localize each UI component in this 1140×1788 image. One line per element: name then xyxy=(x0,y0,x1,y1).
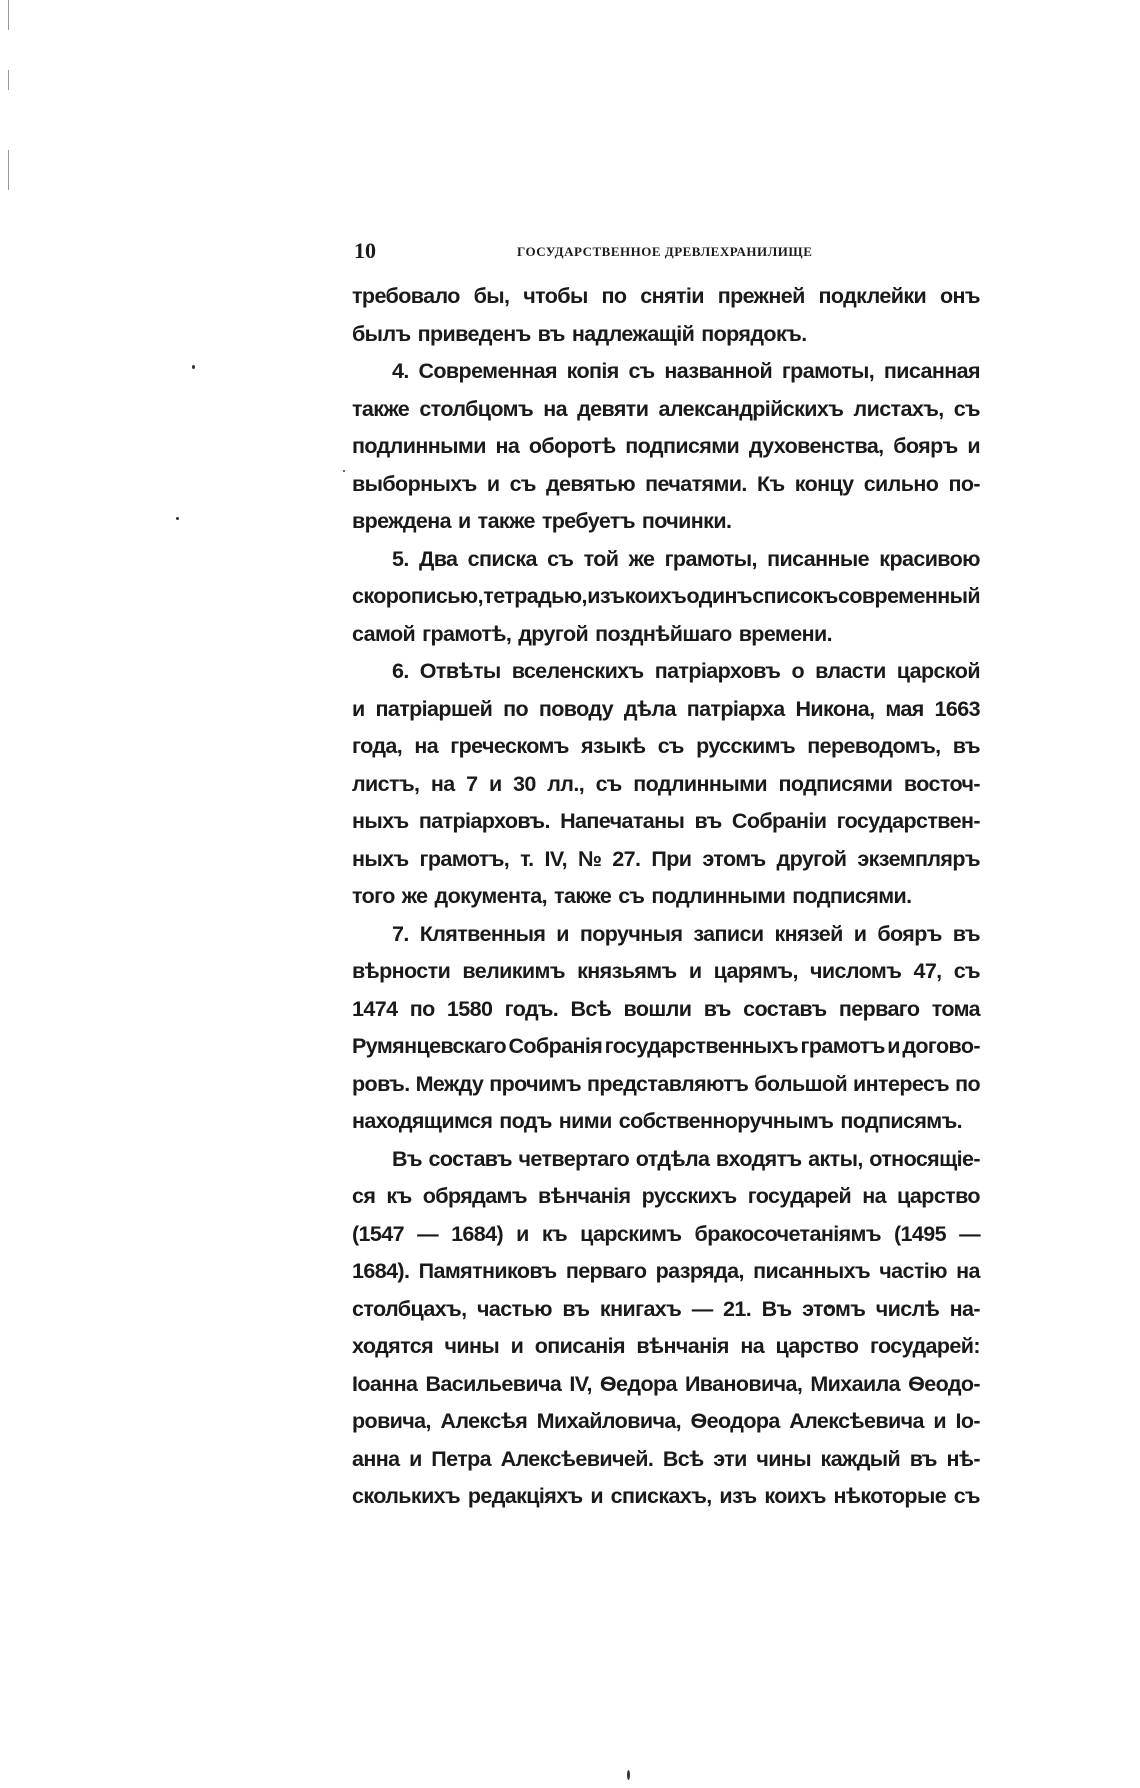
text-line: скорописью, тетрадью, изъ коихъ одинъ списокъ современный xyxy=(352,584,980,608)
text-line: столбцахъ, частью въ книгахъ — 21. Въ этомъ числѣ на- xyxy=(352,1296,980,1321)
page-speck xyxy=(192,365,195,369)
text-line: Въ составъ четвертаго отдѣла входятъ акты, относящіе- xyxy=(392,1146,980,1171)
text-line: того же документа, также съ подлинными подписями. xyxy=(352,884,912,908)
page-number: 10 xyxy=(354,238,376,263)
text-line: и патріаршей по поводу дѣла патріарха Никона, мая 1663 xyxy=(352,696,980,721)
text-line: требовало бы, чтобы по снятіи прежней подклейки онъ xyxy=(352,284,980,308)
running-title: ГОСУДАРСТВЕННОЕ ДРЕВЛЕХРАНИЛИЩЕ xyxy=(517,244,813,259)
text-line: находящимся подъ ними собственноручнымъ подписямъ. xyxy=(352,1109,963,1133)
text-line: ровъ. Между прочимъ представляютъ большой интересъ по xyxy=(352,1071,980,1096)
text-line: ровича, Алексѣя Михайловича, Ѳеодора Алексѣевича и Іо- xyxy=(352,1409,980,1433)
text-line: анна и Петра Алексѣевичей. Всѣ эти чины каждый въ нѣ- xyxy=(352,1446,980,1471)
text-line: самой грамотѣ, другой позднѣйшаго времени. xyxy=(352,621,832,646)
text-line: ныхъ патріарховъ. Напечатаны въ Собраніи государствен- xyxy=(352,809,980,833)
text-line: года, на греческомъ языкѣ съ русскимъ переводомъ, въ xyxy=(352,734,980,758)
text-line: 7. Клятвенныя и поручныя записи князей и бояръ въ xyxy=(392,921,980,946)
text-line: выборныхъ и съ девятью печатями. Къ концу сильно по- xyxy=(352,471,980,496)
text-line: подлинными на оборотѣ подписями духовенства, бояръ и xyxy=(352,434,980,458)
body-text xyxy=(352,278,980,1516)
left-margin-mark xyxy=(8,70,9,90)
page-speck xyxy=(627,1770,630,1780)
text-line: 6. Отвѣты вселенскихъ патріарховъ о власти царской xyxy=(392,659,980,683)
text-line: 1474 по 1580 годъ. Всѣ вошли въ составъ перваго тома xyxy=(352,996,980,1021)
left-margin-mark xyxy=(8,150,9,190)
text-line: вѣрности великимъ князьямъ и царямъ, числомъ 47, съ xyxy=(352,959,980,983)
text-line: ныхъ грамотъ, т. IV, № 27. При этомъ другой экземпляръ xyxy=(352,846,980,871)
left-margin-mark xyxy=(8,0,9,30)
text-line: былъ приведенъ въ надлежащій порядокъ. xyxy=(352,321,807,346)
text-line: Іоанна Васильевича IV, Ѳедора Ивановича, Михаила Ѳеодо- xyxy=(352,1371,980,1396)
text-line: ся къ обрядамъ вѣнчанія русскихъ государей на царство xyxy=(352,1184,980,1208)
page-header xyxy=(352,238,980,268)
text-line: сколькихъ редакціяхъ и спискахъ, изъ коихъ нѣкоторые съ xyxy=(352,1484,980,1508)
text-line: листъ, на 7 и 30 лл., съ подлинными подписями восточ- xyxy=(352,771,980,796)
page-speck xyxy=(176,517,179,520)
page-speck xyxy=(343,470,345,472)
text-line: вреждена и также требуетъ починки. xyxy=(352,509,732,533)
text-line: (1547 — 1684) и къ царскимъ бракосочетаніямъ (1495 — xyxy=(352,1221,980,1246)
text-line: 1684). Памятниковъ перваго разряда, писанныхъ частію на xyxy=(352,1259,980,1283)
text-line: 5. Два списка съ той же грамоты, писанные красивою xyxy=(392,546,980,571)
text-line: ходятся чины и описанія вѣнчанія на царство государей: xyxy=(352,1334,980,1358)
text-line: также столбцомъ на девяти александрійскихъ листахъ, съ xyxy=(352,396,980,421)
text-line: 4. Современная копія съ названной грамоты, писанная xyxy=(392,359,980,383)
text-line: Румянцевскаго Собранія государственныхъ грамотъ и догово- xyxy=(352,1034,980,1058)
